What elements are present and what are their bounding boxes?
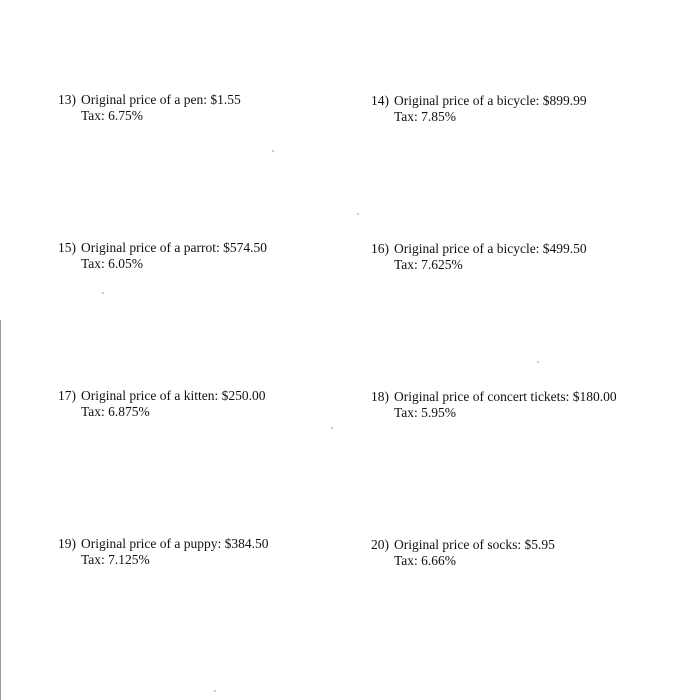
problem-description: Original price of a bicycle: $899.99 bbox=[394, 93, 587, 108]
problem-13 bbox=[58, 92, 241, 124]
problem-tax: Tax: 5.95% bbox=[394, 405, 457, 420]
problem-number: 20) bbox=[371, 537, 389, 552]
problem-number: 16) bbox=[371, 241, 389, 256]
problem-number: 14) bbox=[371, 93, 389, 108]
scan-speck bbox=[214, 690, 216, 692]
problem-tax: Tax: 6.66% bbox=[394, 553, 457, 568]
problem-number: 15) bbox=[58, 240, 76, 255]
problem-description: Original price of a kitten: $250.00 bbox=[81, 388, 266, 403]
problem-number: 18) bbox=[371, 389, 389, 404]
problem-15 bbox=[58, 240, 267, 272]
problem-19 bbox=[58, 536, 268, 568]
scan-speck bbox=[357, 213, 359, 215]
scan-speck bbox=[537, 361, 539, 363]
scan-speck bbox=[102, 292, 104, 294]
problem-description: Original price of a bicycle: $499.50 bbox=[394, 241, 587, 256]
problem-17-line1 bbox=[58, 388, 265, 404]
problem-description: Original price of a puppy: $384.50 bbox=[81, 536, 269, 551]
problem-number: 13) bbox=[58, 92, 76, 107]
problem-18-line1 bbox=[371, 389, 617, 405]
problem-tax: Tax: 6.05% bbox=[81, 256, 144, 271]
problem-number: 17) bbox=[58, 388, 76, 403]
problem-description: Original price of socks: $5.95 bbox=[394, 537, 555, 552]
scan-edge-line bbox=[0, 320, 1, 700]
problem-tax: Tax: 6.875% bbox=[81, 404, 150, 419]
problem-number: 19) bbox=[58, 536, 76, 551]
problem-20 bbox=[371, 537, 555, 569]
problem-19-line1 bbox=[58, 536, 268, 552]
problem-tax: Tax: 7.85% bbox=[394, 109, 457, 124]
scan-speck bbox=[272, 150, 274, 152]
problem-description: Original price of concert tickets: $180.00 bbox=[394, 389, 617, 404]
problem-14-line1 bbox=[371, 93, 587, 109]
problem-description: Original price of a parrot: $574.50 bbox=[81, 240, 267, 255]
problem-13-line1 bbox=[58, 92, 241, 108]
problem-description: Original price of a pen: $1.55 bbox=[81, 92, 241, 107]
problem-18 bbox=[371, 389, 617, 421]
scan-speck bbox=[331, 427, 333, 429]
problem-tax: Tax: 7.125% bbox=[81, 552, 150, 567]
problem-20-line1 bbox=[371, 537, 555, 553]
problem-17 bbox=[58, 388, 265, 420]
problem-14 bbox=[371, 93, 587, 125]
problem-16-line1 bbox=[371, 241, 587, 257]
problem-tax: Tax: 6.75% bbox=[81, 108, 144, 123]
problem-16 bbox=[371, 241, 587, 273]
problem-tax: Tax: 7.625% bbox=[394, 257, 463, 272]
problem-15-line1 bbox=[58, 240, 267, 256]
